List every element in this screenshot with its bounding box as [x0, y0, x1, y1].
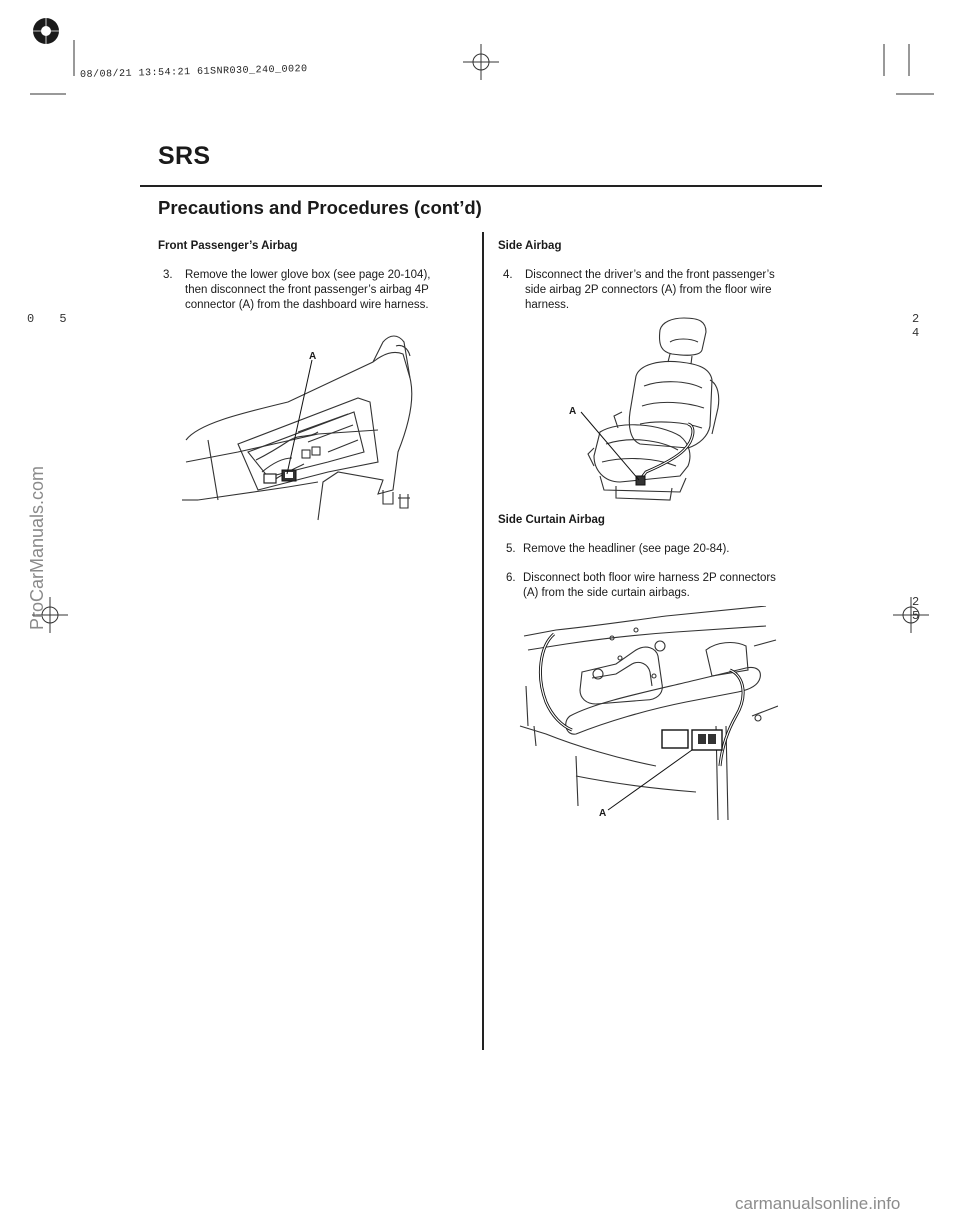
- step-3-line-2: then disconnect the front passenger’s airbag 4P: [185, 284, 429, 296]
- step-4: [503, 268, 803, 316]
- step-number: 5.: [506, 543, 516, 555]
- page-title: Precautions and Procedures (cont’d): [158, 197, 482, 218]
- curtain-connector-illustration: [516, 606, 778, 820]
- margin-number-left: 0 5: [27, 312, 76, 326]
- step-3: [163, 268, 463, 316]
- step-6-line-1: Disconnect both floor wire harness 2P connectors: [523, 572, 776, 584]
- step-5: [506, 542, 806, 558]
- step-4-line-2: side airbag 2P connectors (A) from the floor wire: [525, 284, 772, 296]
- step-4-line-1: Disconnect the driver’s and the front passenger’s: [525, 269, 775, 281]
- header-rule: [140, 185, 822, 187]
- side-curtain-airbag-heading: Side Curtain Airbag: [498, 514, 605, 526]
- step-number: 6.: [506, 572, 516, 584]
- step-6: [506, 571, 806, 603]
- step-6-line-2: (A) from the side curtain airbags.: [523, 587, 690, 599]
- step-3-line-1: Remove the lower glove box (see page 20-104),: [185, 269, 431, 281]
- step-number: 4.: [503, 269, 513, 281]
- section-title: SRS: [158, 142, 211, 170]
- front-passenger-airbag-heading: Front Passenger’s Airbag: [158, 240, 298, 252]
- margin-number-right-bottom: 2 5: [912, 595, 929, 623]
- watermark: ProCarManuals.com: [27, 465, 47, 630]
- column-divider: [482, 232, 484, 1050]
- print-stamp: 08/08/21 13:54:21 61SNR030_240_0020: [80, 64, 308, 81]
- seat-label-a: A: [569, 406, 577, 417]
- footer-site: carmanualsonline.info: [735, 1194, 901, 1213]
- side-airbag-heading: Side Airbag: [498, 240, 562, 252]
- curtain-label-a: A: [599, 808, 607, 819]
- figure-label-a: A: [309, 351, 317, 362]
- seat-connector-illustration: [560, 316, 730, 506]
- step-4-line-3: harness.: [525, 299, 570, 311]
- step-5-line-1: Remove the headliner (see page 20-84).: [523, 543, 730, 555]
- step-number: 3.: [163, 269, 173, 281]
- step-3-line-3: connector (A) from the dashboard wire harness.: [185, 299, 429, 311]
- margin-number-right-top: 2 4: [912, 312, 929, 340]
